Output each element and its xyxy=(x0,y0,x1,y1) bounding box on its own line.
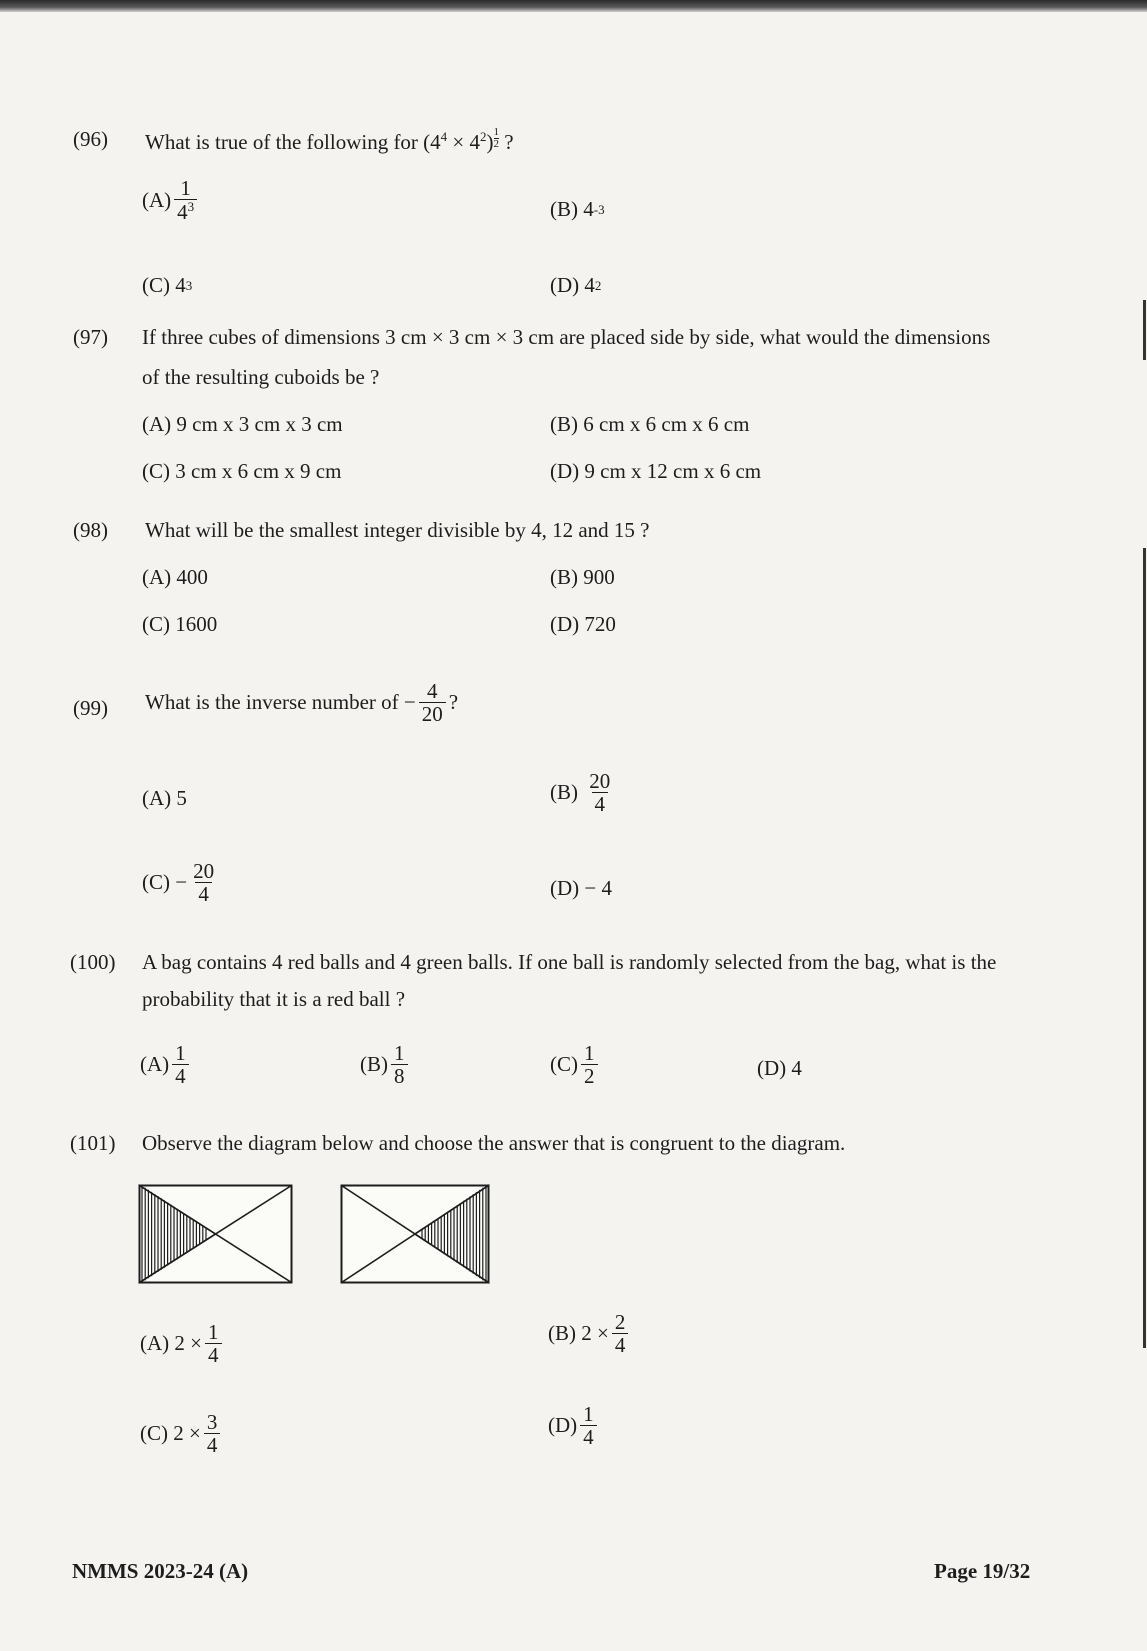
option-c[interactable]: (C) 1600 xyxy=(142,612,218,636)
question-number: (101) xyxy=(70,1131,116,1155)
question-number: (98) xyxy=(73,518,108,542)
scan-right-edge xyxy=(1143,548,1146,1348)
option-a[interactable]: (A) $\frac{1}{4}$ xyxy=(140,1042,192,1087)
option-b[interactable]: (B) 4 -3 xyxy=(550,197,605,221)
question-96-text: What is true of the following for $(4^4 \times 4^2)$ $^{\frac{1}{2}}$ ? xyxy=(145,126,514,154)
question-99-text: What is the inverse number of − $\frac{4}{20}$ ? xyxy=(145,679,459,727)
rectangle-diagram-right xyxy=(340,1184,491,1285)
question-number: (97) xyxy=(73,325,108,349)
option-a[interactable]: (A) 400 xyxy=(142,565,208,589)
option-a[interactable]: (A) 2 × $\frac{1}{4}$ xyxy=(140,1321,225,1366)
option-b[interactable]: (B) $\frac{1}{8}$ xyxy=(360,1042,411,1087)
question-number: (99) xyxy=(73,696,108,720)
option-d[interactable]: (D) 720 xyxy=(550,612,616,636)
option-d[interactable]: (D) 4 2 xyxy=(550,273,602,297)
rectangle-diagram-left xyxy=(138,1184,294,1285)
option-d[interactable]: (D) 9 cm x 12 cm x 6 cm xyxy=(550,459,762,483)
question-number: (100) xyxy=(70,950,116,974)
option-a[interactable]: (A) 9 cm x 3 cm x 3 cm xyxy=(142,412,343,436)
option-b[interactable]: (B) $\frac{20}{4}$ xyxy=(550,769,611,817)
option-d[interactable]: (D) $\frac{1}{4}$ xyxy=(548,1403,600,1448)
option-c[interactable]: (C) 4 3 xyxy=(142,273,193,297)
exam-code: NMMS 2023-24 (A) xyxy=(72,1559,249,1583)
option-a[interactable]: (A) 5 xyxy=(142,786,187,810)
option-b[interactable]: (B) 900 xyxy=(550,565,615,589)
option-c[interactable]: (C) 2 × $\frac{3}{4}$ xyxy=(140,1411,223,1456)
option-c[interactable]: (C) $\frac{1}{2}$ xyxy=(550,1042,601,1087)
scan-right-edge xyxy=(1143,300,1146,360)
scan-top-edge xyxy=(0,0,1147,12)
option-a[interactable]: (A) $\frac{1}{4^3}$ xyxy=(142,177,200,223)
question-97-text-line2: of the resulting cuboids be ? xyxy=(142,365,380,389)
option-c[interactable]: (C) − $\frac{20}{4}$ xyxy=(142,859,215,907)
question-101-text: Observe the diagram below and choose the answer that is congruent to the diagram. xyxy=(142,1131,846,1155)
question-100-text-line2: probability that it is a red ball ? xyxy=(142,987,406,1011)
page-number: Page 19/32 xyxy=(934,1559,1031,1583)
question-98-text: What will be the smallest integer divisible by 4, 12 and 15 ? xyxy=(145,518,650,542)
option-c[interactable]: (C) 3 cm x 6 cm x 9 cm xyxy=(142,459,342,483)
option-d[interactable]: (D) − 4 xyxy=(550,876,612,900)
option-b[interactable]: (B) 6 cm x 6 cm x 6 cm xyxy=(550,412,750,436)
question-number: (96) xyxy=(73,127,108,151)
option-b[interactable]: (B) 2 × $\frac{2}{4}$ xyxy=(548,1311,631,1356)
option-d[interactable]: (D) 4 xyxy=(757,1056,802,1080)
question-97-text: If three cubes of dimensions 3 cm × 3 cm × 3 cm are placed side by side, what would the dimensions xyxy=(142,325,991,349)
fraction: $\frac{1}{4^3}$ xyxy=(174,177,197,223)
question-100-text: A bag contains 4 red balls and 4 green balls. If one ball is randomly selected from the bag, what is the xyxy=(142,950,997,974)
